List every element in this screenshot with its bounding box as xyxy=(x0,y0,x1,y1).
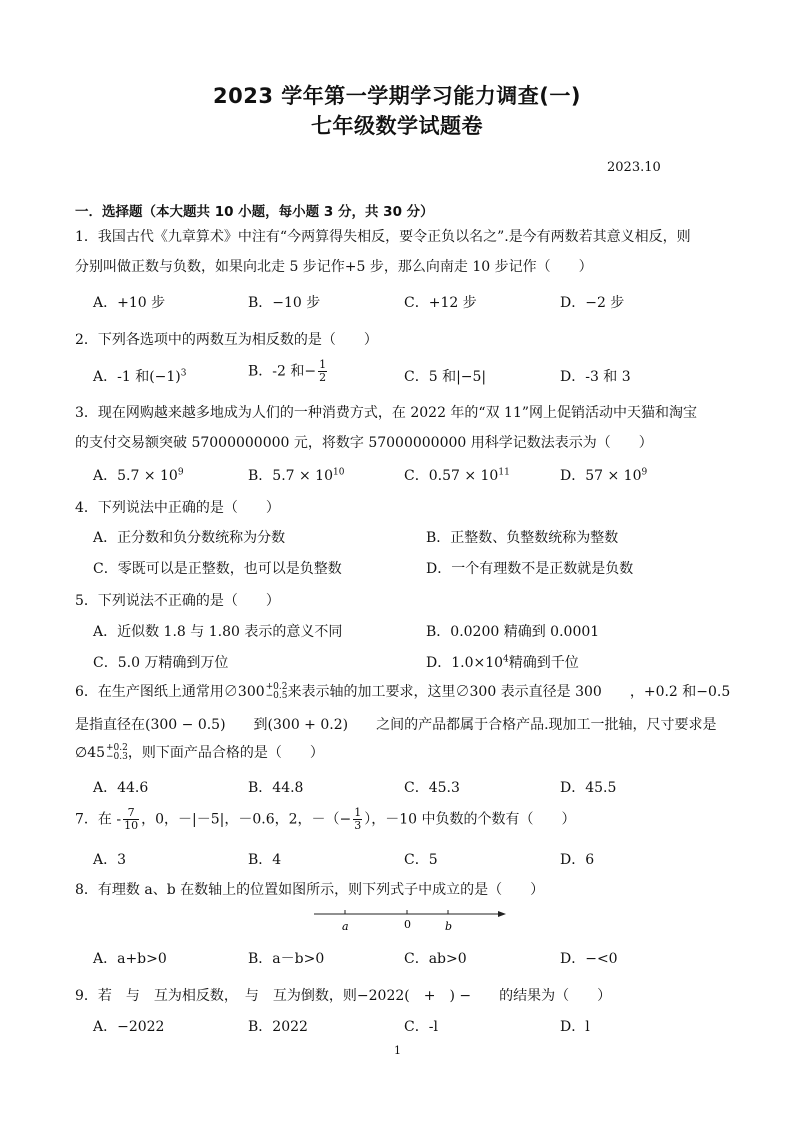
q5-stem: 5．下列说法不正确的是（ ） xyxy=(75,593,280,609)
q3-stem-line2: 的支付交易额突破 57000000000 元，将数字 57000000000 用科学记数法表示为（ ） xyxy=(75,435,653,451)
q6-stem-line1: 6．在生产图纸上通常用∅300 +0.2 −0.5 来表示轴的加工要求，这里∅300 表示直径是 300 ，+0.2 和−0.5 xyxy=(75,682,731,701)
q1-option-c: C．+12 步 xyxy=(404,295,477,311)
q6-option-d: D．45.5 xyxy=(560,780,617,796)
exam-subtitle: 七年级数学试题卷 xyxy=(311,114,483,138)
q4-option-d: D．一个有理数不是正数就是负数 xyxy=(426,561,634,577)
q7-stem: 7．在 - $\frac{7}{10}$ ，0，－|－5|，－0.6，2，－（− $\frac{1}{3}$ ），－10 中负数的个数有（ ） xyxy=(75,806,576,832)
number-line-arrow xyxy=(498,911,506,917)
q9-option-a: A．−2022 xyxy=(93,1019,165,1035)
q9-option-d: D．l xyxy=(560,1019,590,1035)
q1-option-b: B．−10 步 xyxy=(248,295,321,311)
q6-stem-line3: ∅45 +0.2 −0.3 ，则下面产品合格的是（ ） xyxy=(75,743,324,762)
q2-option-b: B．-2 和− $\frac{1}{2}$ xyxy=(248,358,327,384)
q1-option-d: D．−2 步 xyxy=(560,295,625,311)
page-number: 1 xyxy=(394,1044,401,1057)
q1-stem-line1: 1．我国古代《九章算术》中注有“今两算得失相反，要令正负以名之”.是今有两数若其意义相反，则 xyxy=(75,229,691,245)
q4-option-a: A．正分数和负分数统称为分数 xyxy=(93,530,286,546)
q1-option-a: A．+10 步 xyxy=(93,295,166,311)
q2-stem: 2．下列各选项中的两数互为相反数的是（ ） xyxy=(75,332,378,348)
q5-option-c: C．5.0 万精确到万位 xyxy=(93,655,229,671)
q3-option-d: D．$57 \times 10^9$ xyxy=(560,467,648,484)
q1-stem-line2: 分别叫做正数与负数，如果向北走 5 步记作+5 步，那么向南走 10 步记作（ ） xyxy=(75,259,593,275)
q2-option-a: A．-1 和$(-1)^3$ xyxy=(93,368,187,385)
q2-option-c: C．5 和|−5| xyxy=(404,369,487,385)
q6-stem-line2: 是指直径在(300 − 0.5) 到(300 + 0.2) 之间的产品都属于合格产品.现加工一批轴，尺寸要求是 xyxy=(75,717,717,733)
q6-option-b: B．44.8 xyxy=(248,780,304,796)
q5-option-a: A．近似数 1.8 与 1.80 表示的意义不同 xyxy=(93,624,343,640)
q7-option-d: D．6 xyxy=(560,852,595,868)
q7-option-b: B．4 xyxy=(248,852,282,868)
q5-option-d: D．$1.0\times 10^4$精确到千位 xyxy=(426,654,579,671)
q9-option-b: B．2022 xyxy=(248,1019,308,1035)
q6-option-a: A．44.6 xyxy=(93,780,149,796)
q9-option-c: C．-l xyxy=(404,1019,438,1035)
q2-option-d: D．-3 和 3 xyxy=(560,369,631,385)
q8-option-b: B．a－b>0 xyxy=(248,951,325,967)
q3-stem-line1: 3．现在网购越来越多地成为人们的一种消费方式，在 2022 年的“双 11”网上促销活动中天猫和淘宝 xyxy=(75,405,698,421)
exam-title: 2023 学年第一学期学习能力调查(一) xyxy=(213,84,581,108)
q3-option-a: A．$5.7 \times 10^9$ xyxy=(93,467,184,484)
section-title: 一．选择题（本大题共 10 小题，每小题 3 分，共 30 分） xyxy=(75,204,434,220)
exam-date: 2023.10 xyxy=(607,160,661,175)
q6-option-c: C．45.3 xyxy=(404,780,460,796)
label-b: b xyxy=(445,920,453,933)
label-0: 0 xyxy=(404,918,411,931)
q4-option-c: C．零既可以是正整数，也可以是负整数 xyxy=(93,561,342,577)
q3-option-b: B．$5.7 \times 10^{10}$ xyxy=(248,467,345,484)
q4-option-b: B．正整数、负整数统称为整数 xyxy=(426,530,619,546)
q8-option-a: A．a+b>0 xyxy=(93,951,167,967)
q7-option-a: A．3 xyxy=(93,852,127,868)
q9-stem: 9．若 与 互为相反数， 与 互为倒数，则−2022( + ) − 的结果为（ ） xyxy=(75,988,612,1004)
q7-option-c: C．5 xyxy=(404,852,438,868)
number-line-figure xyxy=(310,902,510,938)
q5-option-b: B．0.0200 精确到 0.0001 xyxy=(426,624,600,640)
q3-option-c: C．$0.57 \times 10^{11}$ xyxy=(404,467,510,484)
q8-option-c: C．ab>0 xyxy=(404,951,467,967)
label-a: a xyxy=(342,920,349,933)
q8-option-d: D．−<0 xyxy=(560,951,618,967)
q8-stem: 8．有理数 a、b 在数轴上的位置如图所示，则下列式子中成立的是（ ） xyxy=(75,882,545,898)
q4-stem: 4．下列说法中正确的是（ ） xyxy=(75,500,280,516)
